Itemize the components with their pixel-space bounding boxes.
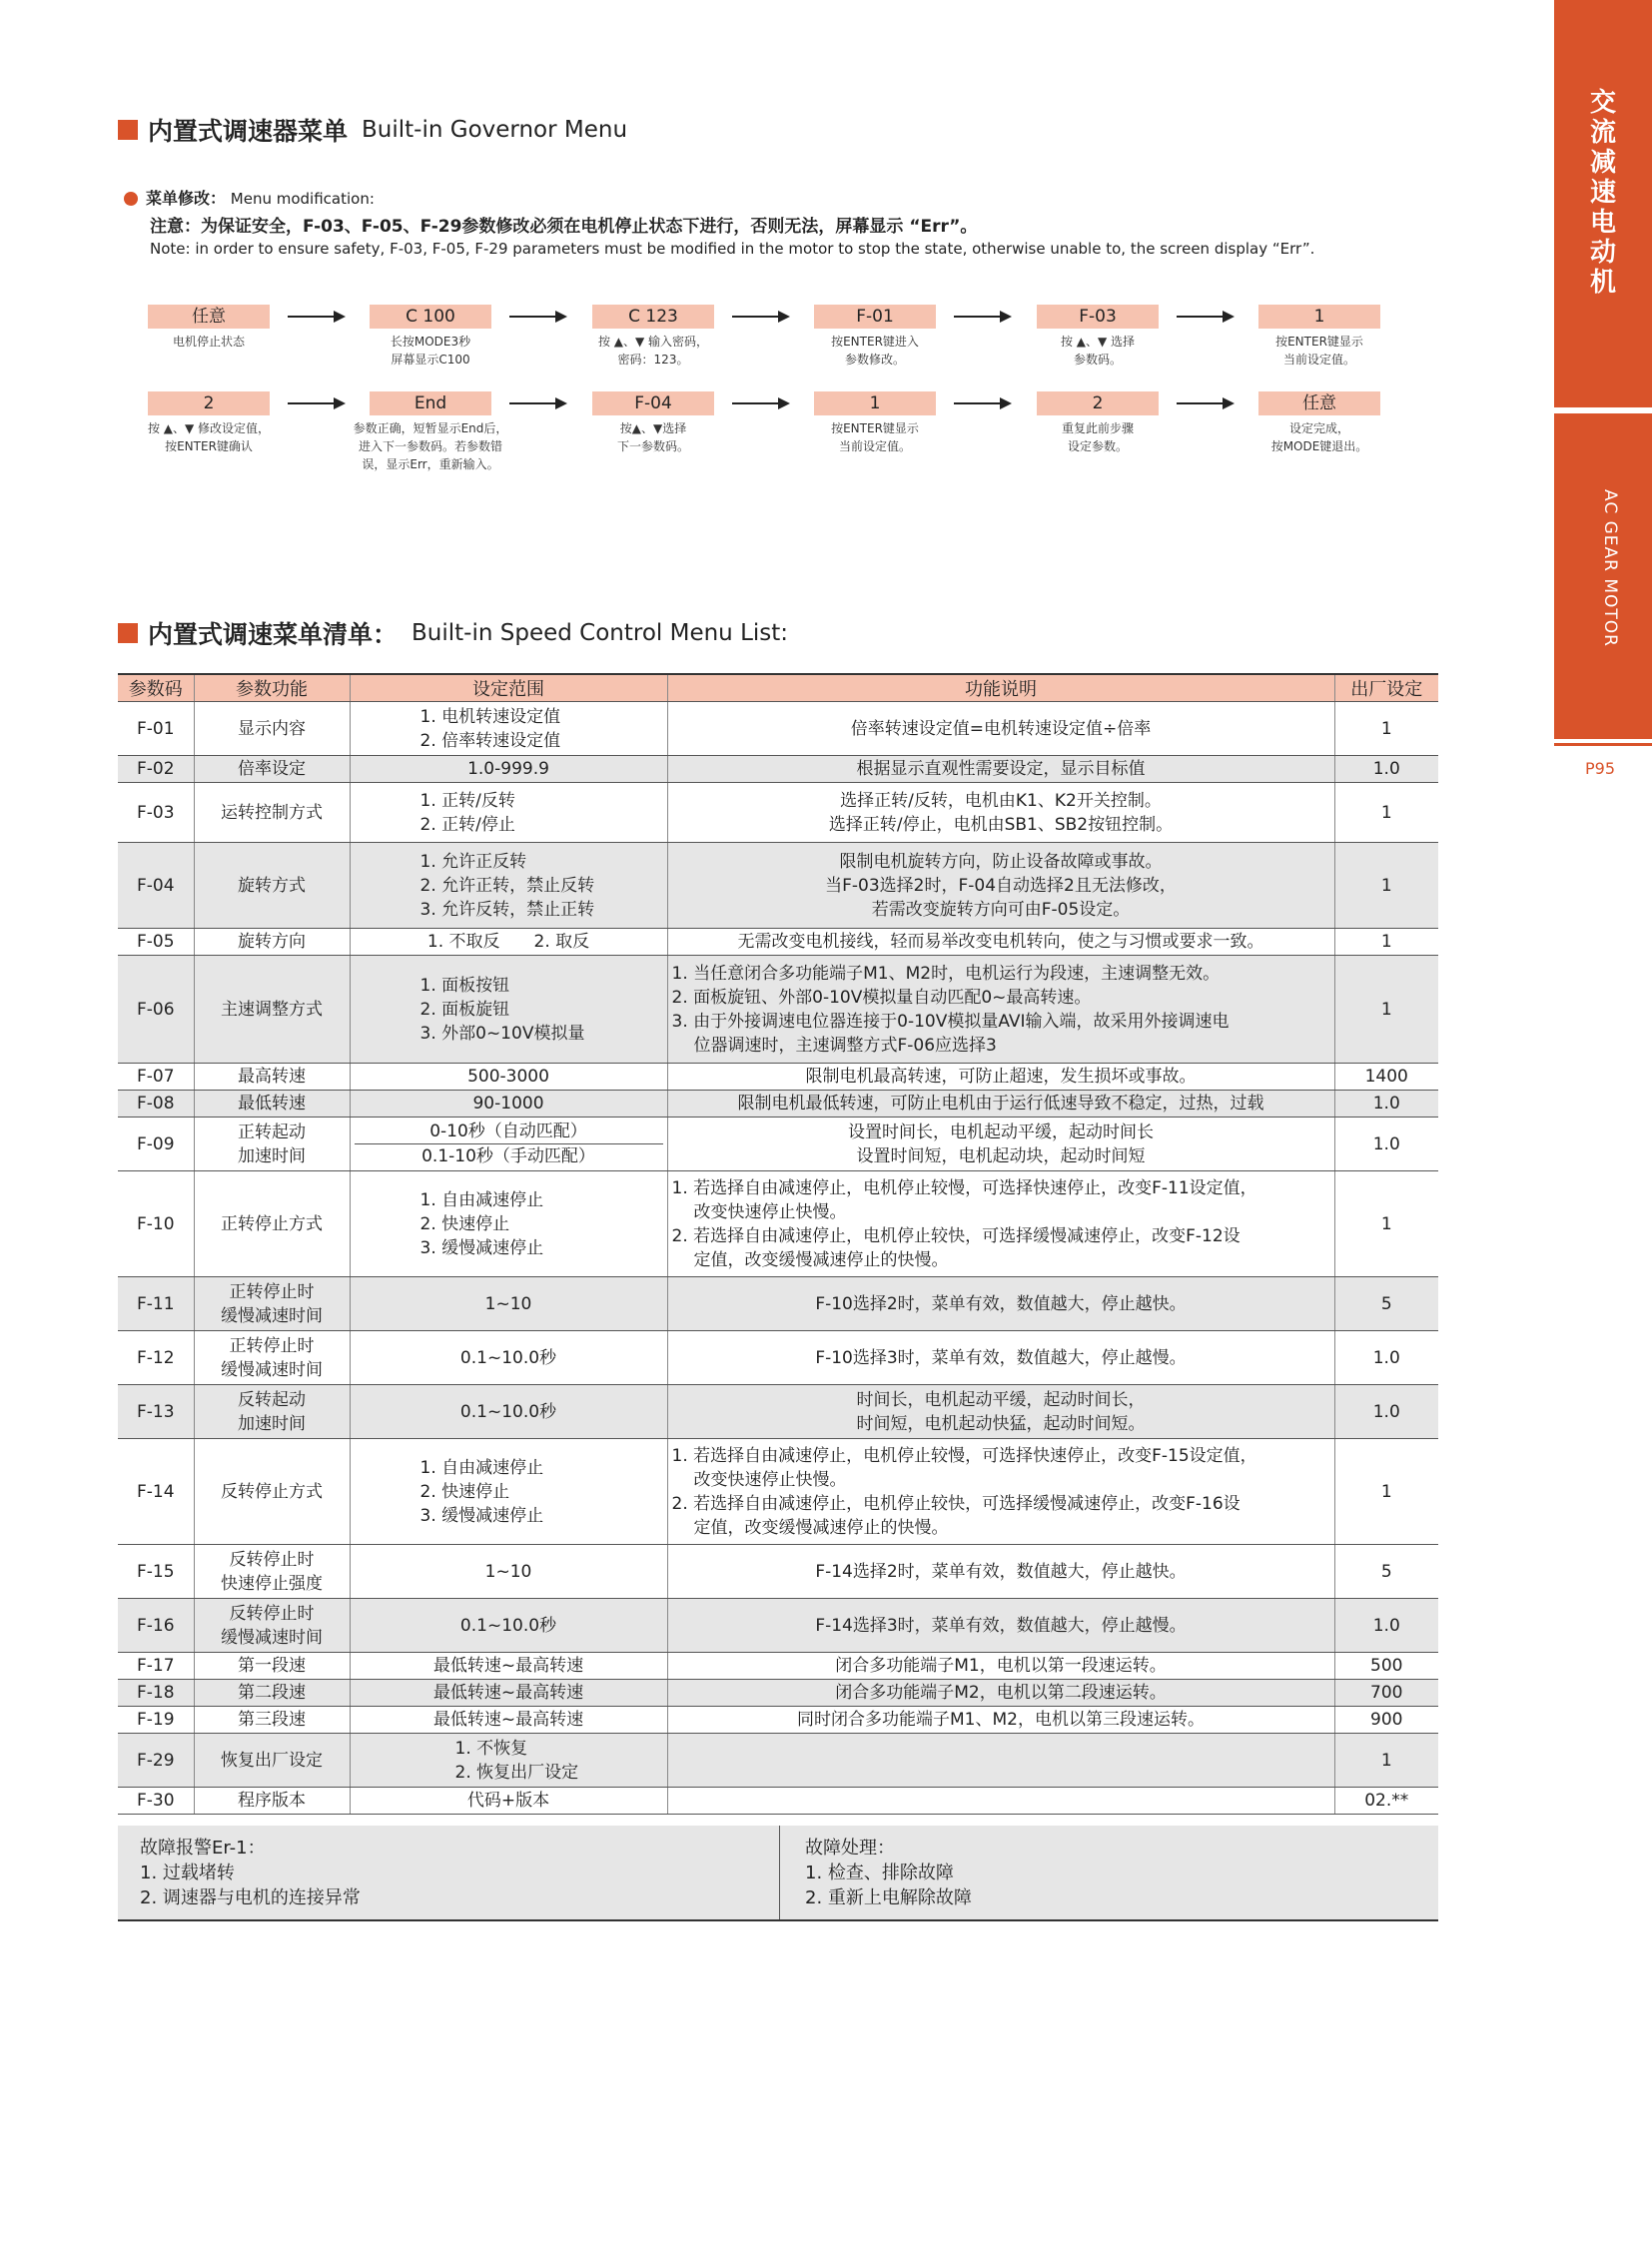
cell-range: 1. 电机转速设定值 2. 倍率转速设定值 <box>350 702 667 756</box>
header-description: 功能说明 <box>667 674 1334 702</box>
cell-default: 1.0 <box>1334 756 1438 783</box>
square-bullet-icon <box>118 623 138 643</box>
cell-function: 显示内容 <box>194 702 350 756</box>
cell-description: 1. 若选择自由减速停止，电机停止较慢，可选择快速停止，改变F-15设定值， 改变快速停止快慢。 2. 若选择自由减速停止，电机停止较快，可选择缓慢减速停止，改变F-16设 定值，改变缓慢减速停止的快慢。 <box>667 1439 1334 1545</box>
cell-description: 倍率转速设定值=电机转速设定值÷倍率 <box>667 702 1334 756</box>
cell-range: 1. 自由减速停止 2. 快速停止 3. 缓慢减速停止 <box>350 1439 667 1545</box>
arrow-right-icon <box>954 316 1010 318</box>
flow-step-box: 2 <box>148 391 270 415</box>
cell-default: 1 <box>1334 1734 1438 1788</box>
cell-code: F-01 <box>118 702 194 756</box>
header-code: 参数码 <box>118 674 194 702</box>
cell-description: 限制电机旋转方向，防止设备故障或事故。 当F-03选择2时，F-04自动选择2且无法修改， 若需改变旋转方向可由F-05设定。 <box>667 843 1334 929</box>
cell-description: F-10选择2时，菜单有效，数值越大，停止越快。 <box>667 1277 1334 1331</box>
side-title-cn: 交 流 减 速 电 动 机 <box>1589 88 1616 298</box>
side-title-en: AC GEAR MOTOR <box>1600 489 1620 647</box>
cell-default: 1 <box>1334 929 1438 956</box>
cell-description: 无需改变电机接线，轻而易举改变电机转向，使之与习惯或要求一致。 <box>667 929 1334 956</box>
note-cn: 注意：为保证安全，F-03、F-05、F-29参数修改必须在电机停止状态下进行，否则无法，屏幕显示 “Err”。 <box>150 217 978 237</box>
cell-description: 闭合多功能端子M1，电机以第一段速运转。 <box>667 1653 1334 1680</box>
table-row <box>118 1331 1438 1385</box>
cell-code: F-10 <box>118 1171 194 1277</box>
cell-range: 1~10 <box>350 1277 667 1331</box>
arrow-right-icon <box>509 316 565 318</box>
flow-step-caption: 按ENTER键显示 当前设定值。 <box>831 421 919 453</box>
cell-code: F-29 <box>118 1734 194 1788</box>
flow-step-box: 任意 <box>1258 391 1380 415</box>
fault-box <box>118 1826 1438 1921</box>
cell-function: 旋转方式 <box>194 843 350 929</box>
flow-step-caption: 设定完成， 按MODE键退出。 <box>1270 421 1368 453</box>
cell-default: 5 <box>1334 1277 1438 1331</box>
cell-code: F-15 <box>118 1545 194 1599</box>
cell-function: 反转起动 加速时间 <box>194 1385 350 1439</box>
arrow-right-icon <box>732 316 788 318</box>
cell-code: F-18 <box>118 1680 194 1707</box>
cell-default: 500 <box>1334 1653 1438 1680</box>
cell-range: 90-1000 <box>350 1091 667 1118</box>
cell-code: F-07 <box>118 1064 194 1091</box>
fault-divider <box>779 1826 780 1919</box>
cell-code: F-03 <box>118 783 194 843</box>
cell-function: 正转停止时 缓慢减速时间 <box>194 1331 350 1385</box>
cell-description: 选择正转/反转，电机由K1、K2开关控制。 选择正转/停止，电机由SB1、SB2按钮控制。 <box>667 783 1334 843</box>
table-row <box>118 1788 1438 1815</box>
table-row <box>118 1385 1438 1439</box>
bullet-dot-icon <box>124 192 138 206</box>
flow-step-box: 任意 <box>148 305 270 329</box>
cell-function: 正转停止方式 <box>194 1171 350 1277</box>
flow-step-caption: 按 ▲、▼ 修改设定值， 按ENTER键确认 <box>147 421 271 453</box>
cell-code: F-08 <box>118 1091 194 1118</box>
table-row <box>118 1091 1438 1118</box>
cell-default: 1.0 <box>1334 1385 1438 1439</box>
flow-step-caption: 长按MODE3秒 屏幕显示C100 <box>390 335 471 367</box>
cell-code: F-13 <box>118 1385 194 1439</box>
table-row <box>118 1545 1438 1599</box>
cell-function: 最低转速 <box>194 1091 350 1118</box>
arrow-right-icon <box>1177 316 1233 318</box>
arrow-right-icon <box>509 402 565 404</box>
flow-step-caption: 按 ▲、▼ 选择 参数码。 <box>1060 335 1136 367</box>
side-divider <box>1554 743 1652 746</box>
cell-default: 1 <box>1334 783 1438 843</box>
table-row <box>118 929 1438 956</box>
flow-step-box: 1 <box>1258 305 1380 329</box>
table-row <box>118 1439 1438 1545</box>
table-row <box>118 1653 1438 1680</box>
cell-code: F-14 <box>118 1439 194 1545</box>
cell-function: 反转停止方式 <box>194 1439 350 1545</box>
cell-range: 1. 面板按钮 2. 面板旋钮 3. 外部0~10V模拟量 <box>350 956 667 1064</box>
cell-default: 02.** <box>1334 1788 1438 1815</box>
cell-function: 旋转方向 <box>194 929 350 956</box>
cell-function: 第二段速 <box>194 1680 350 1707</box>
cell-range: 500-3000 <box>350 1064 667 1091</box>
flow-step-box: F-04 <box>592 391 714 415</box>
note-en: Note: in order to ensure safety, F-03, F-05, F-29 parameters must be modified in the motor to stop the state, otherwise unable to, the screen display “Err”. <box>150 240 1315 258</box>
cell-description: 限制电机最低转速，可防止电机由于运行低速导致不稳定，过热，过载 <box>667 1091 1334 1118</box>
arrow-right-icon <box>954 402 1010 404</box>
cell-description: 设置时间长，电机起动平缓，起动时间长 设置时间短，电机起动块，起动时间短 <box>667 1118 1334 1171</box>
section-title-governor-menu: 内置式调速器菜单 Built-in Governor Menu <box>118 114 627 146</box>
cell-range: 1. 允许正反转 2. 允许正转，禁止反转 3. 允许反转，禁止正转 <box>350 843 667 929</box>
flow-step-caption: 按ENTER键进入 参数修改。 <box>831 335 919 367</box>
flow-step-box: F-03 <box>1037 305 1159 329</box>
cell-description: F-10选择3时，菜单有效，数值越大，停止越慢。 <box>667 1331 1334 1385</box>
fault-handling: 故障处理： 1. 检查、排除故障 2. 重新上电解除故障 <box>805 1838 972 1908</box>
cell-range: 0.1~10.0秒 <box>350 1331 667 1385</box>
cell-code: F-11 <box>118 1277 194 1331</box>
cell-function: 运转控制方式 <box>194 783 350 843</box>
square-bullet-icon <box>118 120 138 140</box>
table-row <box>118 783 1438 843</box>
cell-code: F-09 <box>118 1118 194 1171</box>
cell-function: 第一段速 <box>194 1653 350 1680</box>
cell-range: 最低转速~最高转速 <box>350 1707 667 1734</box>
cell-description: 1. 当任意闭合多功能端子M1、M2时，电机运行为段速，主速调整无效。 2. 面板旋钮、外部0-10V模拟量自动匹配0~最高转速。 3. 由于外接调速电位器连接于0-10V模拟量AVI输入端，故采用外接调速电 位器调速时，主速调整方式F-06应选择3 <box>667 956 1334 1064</box>
cell-function: 正转起动 加速时间 <box>194 1118 350 1171</box>
cell-description: F-14选择3时，菜单有效，数值越大，停止越慢。 <box>667 1599 1334 1653</box>
flow-step-box: F-01 <box>814 305 936 329</box>
table-row <box>118 1707 1438 1734</box>
menu-table <box>118 673 1438 1815</box>
flow-step-box: C 100 <box>370 305 491 329</box>
cell-description: 限制电机最高转速，可防止超速，发生损坏或事故。 <box>667 1064 1334 1091</box>
cell-code: F-05 <box>118 929 194 956</box>
cell-default: 5 <box>1334 1545 1438 1599</box>
section-title-menu-list: 内置式调速菜单清单： Built-in Speed Control Menu List: <box>118 617 788 649</box>
table-row <box>118 1064 1438 1091</box>
cell-default: 1.0 <box>1334 1091 1438 1118</box>
cell-range: 1. 正转/反转 2. 正转/停止 <box>350 783 667 843</box>
cell-range: 最低转速~最高转速 <box>350 1680 667 1707</box>
flow-step-caption: 重复此前步骤 设定参数。 <box>1061 421 1134 453</box>
cell-default: 1 <box>1334 1171 1438 1277</box>
flow-step-caption: 电机停止状态 <box>172 335 245 349</box>
cell-description <box>667 1788 1334 1815</box>
header-range: 设定范围 <box>350 674 667 702</box>
table-header-row <box>118 674 1438 702</box>
cell-default: 700 <box>1334 1680 1438 1707</box>
cell-default: 1.0 <box>1334 1599 1438 1653</box>
cell-function: 倍率设定 <box>194 756 350 783</box>
cell-range: 1~10 <box>350 1545 667 1599</box>
cell-range: 1. 不取反 2. 取反 <box>350 929 667 956</box>
flow-step-box: End <box>370 391 491 415</box>
cell-description: 时间长，电机起动平缓，起动时间长， 时间短，电机起动快猛，起动时间短。 <box>667 1385 1334 1439</box>
table-row <box>118 843 1438 929</box>
table-row <box>118 702 1438 756</box>
cell-range: 代码+版本 <box>350 1788 667 1815</box>
arrow-right-icon <box>1177 402 1233 404</box>
cell-default: 1 <box>1334 702 1438 756</box>
table-row <box>118 1171 1438 1277</box>
cell-function: 最高转速 <box>194 1064 350 1091</box>
cell-code: F-04 <box>118 843 194 929</box>
cell-description: 1. 若选择自由减速停止，电机停止较慢，可选择快速停止，改变F-11设定值， 改变快速停止快慢。 2. 若选择自由减速停止，电机停止较快，可选择缓慢减速停止，改变F-12设 定值，改变缓慢减速停止的快慢。 <box>667 1171 1334 1277</box>
cell-function: 正转停止时 缓慢减速时间 <box>194 1277 350 1331</box>
cell-description: F-14选择2时，菜单有效，数值越大，停止越快。 <box>667 1545 1334 1599</box>
cell-code: F-06 <box>118 956 194 1064</box>
cell-default: 1 <box>1334 843 1438 929</box>
cell-code: F-19 <box>118 1707 194 1734</box>
arrow-right-icon <box>732 402 788 404</box>
cell-function: 反转停止时 缓慢减速时间 <box>194 1599 350 1653</box>
cell-default: 1.0 <box>1334 1118 1438 1171</box>
cell-code: F-16 <box>118 1599 194 1653</box>
cell-code: F-17 <box>118 1653 194 1680</box>
flow-step-box: 1 <box>814 391 936 415</box>
cell-range: 0.1~10.0秒 <box>350 1599 667 1653</box>
cell-default: 1 <box>1334 1439 1438 1545</box>
cell-description <box>667 1734 1334 1788</box>
cell-description: 同时闭合多功能端子M1、M2，电机以第三段速运转。 <box>667 1707 1334 1734</box>
header-default: 出厂设定 <box>1334 674 1438 702</box>
cell-default: 900 <box>1334 1707 1438 1734</box>
cell-function: 主速调整方式 <box>194 956 350 1064</box>
table-row <box>118 1118 1438 1171</box>
cell-range: 0.1~10.0秒 <box>350 1385 667 1439</box>
table-row <box>118 1734 1438 1788</box>
table-row <box>118 756 1438 783</box>
flow-step-caption: 参数正确，短暂显示End后， 进入下一参数码。若参数错 误，显示Err，重新输入。 <box>353 421 508 471</box>
header-function: 参数功能 <box>194 674 350 702</box>
cell-description: 闭合多功能端子M2，电机以第二段速运转。 <box>667 1680 1334 1707</box>
cell-range: 0-10秒（自动匹配） 0.1-10秒（手动匹配） <box>350 1118 667 1171</box>
menu-modification-label: 菜单修改： Menu modification: <box>124 186 375 209</box>
cell-function: 反转停止时 快速停止强度 <box>194 1545 350 1599</box>
cell-default: 1 <box>1334 956 1438 1064</box>
cell-range: 1. 不恢复 2. 恢复出厂设定 <box>350 1734 667 1788</box>
cell-function: 程序版本 <box>194 1788 350 1815</box>
flow-step-caption: 按▲、▼选择 下一参数码。 <box>616 421 689 453</box>
cell-code: F-12 <box>118 1331 194 1385</box>
cell-code: F-02 <box>118 756 194 783</box>
table-row <box>118 1599 1438 1653</box>
page-number: P95 <box>1585 759 1616 778</box>
cell-range: 最低转速~最高转速 <box>350 1653 667 1680</box>
cell-function: 恢复出厂设定 <box>194 1734 350 1788</box>
arrow-right-icon <box>288 316 344 318</box>
flow-step-box: 2 <box>1037 391 1159 415</box>
table-row <box>118 956 1438 1064</box>
table-row <box>118 1680 1438 1707</box>
cell-range: 1.0-999.9 <box>350 756 667 783</box>
cell-description: 根据显示直观性需要设定，显示目标值 <box>667 756 1334 783</box>
cell-function: 第三段速 <box>194 1707 350 1734</box>
flow-step-box: C 123 <box>592 305 714 329</box>
cell-default: 1.0 <box>1334 1331 1438 1385</box>
arrow-right-icon <box>288 402 344 404</box>
fault-alarm: 故障报警Er-1： 1. 过载堵转 2. 调速器与电机的连接异常 <box>140 1838 361 1908</box>
flow-step-caption: 按 ▲、▼ 输入密码， 密码：123。 <box>597 335 709 367</box>
cell-code: F-30 <box>118 1788 194 1815</box>
table-row <box>118 1277 1438 1331</box>
cell-default: 1400 <box>1334 1064 1438 1091</box>
cell-range: 1. 自由减速停止 2. 快速停止 3. 缓慢减速停止 <box>350 1171 667 1277</box>
flow-step-caption: 按ENTER键显示 当前设定值。 <box>1275 335 1363 367</box>
